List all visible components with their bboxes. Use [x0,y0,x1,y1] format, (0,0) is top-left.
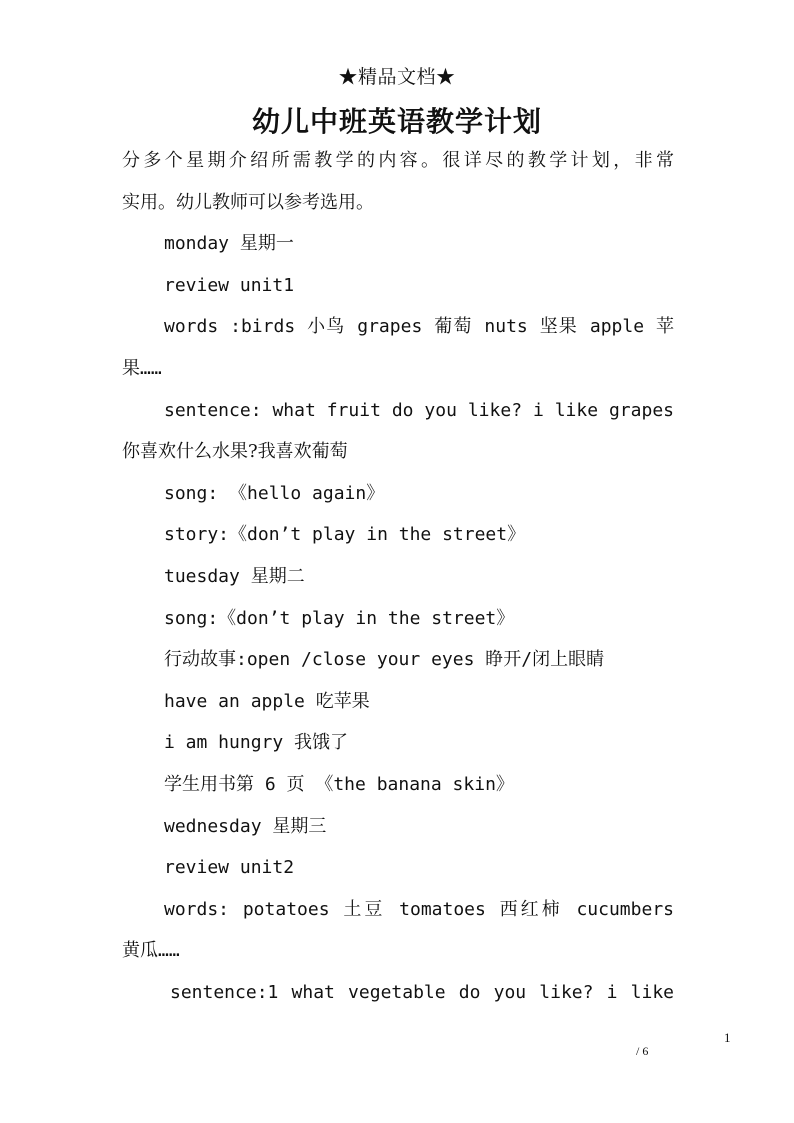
intro-line-1: 分多个星期介绍所需教学的内容。很详尽的教学计划，非常 [122,150,674,171]
text-line: wednesday 星期三 [164,815,327,837]
text-line: i am hungry 我饿了 [164,732,349,754]
text-line: tuesday 星期二 [164,565,305,587]
intro-line-2: 实用。幼儿教师可以参考选用。 [122,191,374,213]
text-line: review unit2 [164,857,295,879]
document-body [122,140,674,1013]
text-line: song: 《hello again》 [164,482,385,504]
text-line: have an apple 吃苹果 [164,690,370,712]
page-total: / 6 [636,1044,649,1058]
text-line: review unit1 [164,274,295,296]
text-line: song:《don’t play in the street》 [164,607,515,629]
text-line: 果…… [122,357,162,379]
page-number: 1 [724,1030,731,1045]
text-line: 你喜欢什么水果?我喜欢葡萄 [122,441,348,463]
document-header-label: ★精品文档★ [338,66,456,88]
page-title: 幼儿中班英语教学计划 [251,105,542,138]
text-line: 黄瓜…… [122,940,180,962]
text-line: sentence: what fruit do you like? i like grapes [164,399,674,421]
text-line: 学生用书第 6 页 《the banana skin》 [164,773,514,795]
text-line: monday 星期一 [164,233,294,255]
text-line: words: potatoes 土豆 tomatoes 西红柿 cucumbers [164,898,674,920]
text-line: sentence:1 what vegetable do you like? i like [170,981,674,1003]
text-line: words :birds 小鸟 grapes 葡萄 nuts 坚果 apple 苹 [164,316,674,338]
text-line: 行动故事:open /close your eyes 睁开/闭上眼睛 [164,649,605,671]
text-line: story:《don’t play in the street》 [164,524,526,546]
